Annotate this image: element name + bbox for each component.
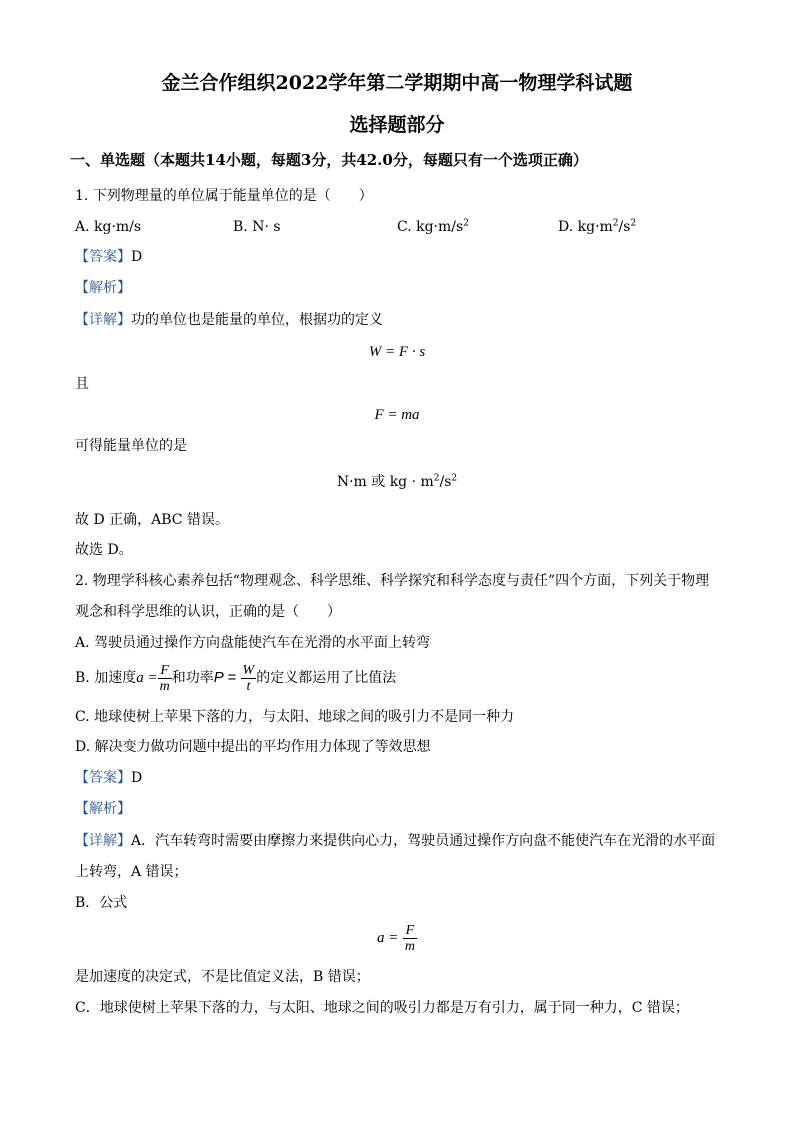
q2-detail-a-line1: 【详解】A．汽车转弯时需要由摩擦力来提供向心力，驾驶员通过操作方向盘不能使汽车在光滑的水平面 [75,833,716,849]
q1-option-b: B. N· s [233,219,281,235]
q2-option-b: B. 加速度a = $\frac{F}{m}$ 和功率P = $\frac{W}{t}$ 的定义都运用了比值法 [75,662,397,694]
q2-detail-a-line2: 上转弯，A 错误； [75,864,188,880]
answer-tag: 【答案】 [75,770,131,786]
q2-stem-line1: 2. 物理学科核心素养包括“物理观念、科学思维、科学探究和科学态度与责任”四个方面，下列关于物理 [75,573,710,589]
detail-tag: 【详解】 [75,312,131,328]
fraction-w-over-t: $\frac{W}{t}$ [242,662,255,694]
document-title: 金兰合作组织2022学年第二学期期中高一物理学科试题 [161,72,633,94]
q2-detail-b: B．公式 [75,895,128,911]
q1-can-get: 可得能量单位的是 [75,438,187,454]
detail-tag: 【详解】 [75,833,131,849]
fraction-f-over-m: $\frac{F}{m}$ [159,662,170,694]
q2-formula-acceleration: a = $\frac{F}{m}$ [377,922,415,954]
q2-detail-c: C．地球使树上苹果下落的力，与太阳、地球之间的吸引力都是万有引力，属于同一种力，C 错误； [75,1000,689,1016]
q1-choose: 故选 D。 [75,542,133,558]
q1-option-c: C. $kg\cdot m/s^2$ [397,218,469,235]
q1-and: 且 [75,376,89,392]
q1-formula-unit: N·m 或 kg · $m^2/s^2$ [336,473,458,490]
q1-option-a: A. kg·m/s [75,219,142,235]
fraction-f-over-m: $\frac{F}{m}$ [404,922,415,954]
q2-option-c: C. 地球使树上苹果下落的力，与太阳、地球之间的吸引力不是同一种力 [75,709,515,725]
q1-formula-force: F = ma [374,407,420,423]
document-subtitle: 选择题部分 [349,114,445,136]
q1-stem: 1. 下列物理量的单位属于能量单位的是（ ） [75,188,373,204]
q2-analysis-tag: 【解析】 [75,801,131,817]
q2-stem-line2: 观念和科学思维的认识，正确的是（ ） [75,604,341,620]
q1-answer: 【答案】D [75,249,143,265]
q2-answer: 【答案】D [75,770,143,786]
q2-option-a: A. 驾驶员通过操作方向盘能使汽车在光滑的水平面上转弯 [75,635,431,651]
answer-tag: 【答案】 [75,249,131,265]
q1-formula-work: W = F · s [368,344,426,360]
q2-detail-b-text: 是加速度的决定式，不是比值定义法，B 错误； [75,969,370,985]
q1-analysis-tag: 【解析】 [75,280,131,296]
q1-detail: 【详解】功的单位也是能量的单位，根据功的定义 [75,312,383,328]
q2-option-d: D. 解决变力做功问题中提出的平均作用力体现了等效思想 [75,739,431,755]
q1-option-d: D. $kg\cdot m^2/s^2$ [558,218,637,235]
section-heading: 一、单选题（本题共14小题，每题3分，共42.0分，每题只有一个选项正确） [70,151,588,169]
q1-conclusion: 故 D 正确，ABC 错误。 [75,512,229,528]
